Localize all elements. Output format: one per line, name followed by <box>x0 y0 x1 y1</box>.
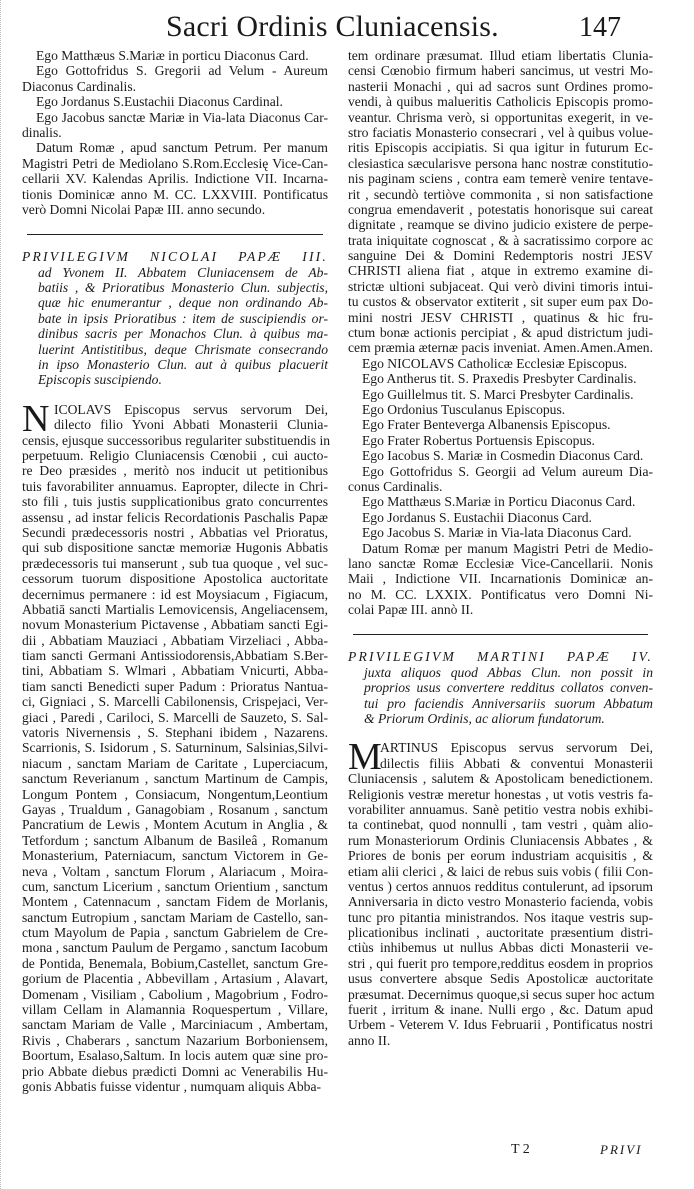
text-line: villam Cellam in Alamannia Roquespertum , Villare, <box>22 1002 328 1018</box>
text-line: cem præmia æternæ pacis inveniat. Amen.Amen.Amen. <box>348 340 653 356</box>
text-line: tionis Dominicæ anno M. CC. LXXVIII. Pontificatus <box>22 186 328 202</box>
left-column <box>22 48 331 1094</box>
text-line: Rivis , Chaberars , sanctum Nazarium Borboniensem, <box>22 1032 328 1048</box>
text-line: ad Yvonem II. Abbatem Cluniacensem de Ab- <box>38 264 328 280</box>
body-text-martini <box>348 736 655 1048</box>
text-line: decernimus permanere : id est Moysiacum , Figiacum, <box>22 586 328 602</box>
text-line: fuerit , irritum & inane. Nulli ergo , &c. Datum apud <box>348 1002 653 1018</box>
text-line: tunc pro pitantia ministrandos. Nos itaque vestris sup- <box>348 909 653 925</box>
text-line: dilectis filiis Abbati & conventui Monasterii <box>380 755 653 771</box>
drop-cap: M <box>348 736 382 779</box>
text-line: dilecto filio Yvoni Abbati Monasterii Clunia- <box>54 417 328 433</box>
text-line: neva , Voltam , sanctum Florum , Alariacum , Moira- <box>22 863 328 879</box>
privilegium-heading-martini <box>348 649 653 726</box>
page-number: 147 <box>579 12 621 43</box>
text-line: Ego Matthæus S.Mariæ in porticu Diaconus Card. <box>36 48 309 63</box>
text-line: Secundi prædecessoris nostri , Abbatias vel Prioratus, <box>22 524 328 540</box>
catchword: PRIVI <box>600 1142 643 1157</box>
text-line: & Priorum Ordinis, ac aliorum fundatorum. <box>364 711 605 727</box>
text-line: Ego Jacobus sanctæ Mariæ in Via-lata Diaconus Car- <box>36 109 328 125</box>
text-line: dii , Abbatiam Mauziaci , Abbatiam Virzeliaci , Abba- <box>22 632 328 648</box>
text-line: plicationibus inclinati , auctoritate præsentium distri- <box>348 925 653 941</box>
text-line: strictæ ultioni subjaceat. Qui verò divini timoris intui- <box>348 278 653 294</box>
text-line: Datum Romæ , apud sanctum Petrum. Per manum <box>36 140 328 156</box>
text-line: dinibus sacris per Monachos Clun. à quibus ma- <box>38 326 328 342</box>
text-line: in ipso Monasterio Clun. aut à quibus placuerit <box>38 357 328 373</box>
text-line: PRIVILEGIVM MARTINI PAPÆ IV. <box>348 649 653 665</box>
text-line: vorabiliter annuamus. Sanè petitio vestra nobis exhibi- <box>348 801 653 817</box>
text-line: censi Cœnobio firmum haberi sancimus, ut vestri Mo- <box>348 63 653 79</box>
text-line: congrua emendaverit , potestatis honorisque sui careat <box>348 201 653 217</box>
text-line: Cluniacensis , salutem & Apostolicam benedictionem. <box>348 771 653 787</box>
text-line: Gayas , Trualdum , Ganagobiam , Rosanum , sanctum <box>22 801 328 817</box>
text-line: tui pro faciendis Anniversariis suorum Abbatum <box>364 695 653 711</box>
text-line: cum, sanctum Licerium , sanctum Orientium , sanctum <box>22 878 328 894</box>
text-line: conus Cardinalis. <box>348 478 443 494</box>
page-header <box>0 10 694 50</box>
text-line: cellarii XV. Kalendas Aprilis. Indictione VII. Incarna- <box>22 171 328 187</box>
text-line: Monasterium, Paterniacum, sanctum Victorem in Ge- <box>22 848 328 864</box>
text-line: juxta aliquos quod Abbas Clun. non possit in <box>364 664 653 680</box>
text-line: ventus ) certos annuos redditus contulerunt, ad ipsorum <box>348 878 653 894</box>
text-line: Religionis vestræ meretur honestas , ut votis vestris fa- <box>348 786 653 802</box>
text-line: de Pontida, Benemala, Bobium,Castellet, sanctum Gre- <box>22 955 328 971</box>
text-line: nis paginam sciens , contra eam temerè venire tentave- <box>348 171 653 187</box>
text-line: tuis favorabiliter annuamus. Eapropter, dilecte in Chri- <box>22 478 328 494</box>
text-line: tini, Abbatiam S. Wlmari , Abbatiam Vnicurti, Abba- <box>22 663 328 679</box>
text-line: giaci , Paredi , Cariloci, S. Marcelli de Sauzeto, S. Sal- <box>22 709 328 725</box>
text-line: mini nostri JESV CHRISTI , quatinus & hic fru- <box>348 309 653 325</box>
text-line: vendi, à quibus malueritis Catholicis Episcopis promo- <box>348 94 653 110</box>
right-column <box>348 48 653 1048</box>
text-line: PRIVILEGIVM NICOLAI PAPÆ III. <box>22 249 328 265</box>
continuation-text <box>348 48 653 356</box>
text-line: anno II. <box>348 1032 391 1048</box>
text-line: censis, ejusque successoribus regulariter substituendis in <box>22 432 331 448</box>
text-line: Ego Ordonius Tusculanus Episcopus. <box>362 401 566 417</box>
text-line: Ego Antherus tit. S. Praxedis Presbyter Cardinalis. <box>362 371 637 387</box>
signatures-block-left <box>22 48 328 217</box>
text-line: Longum Pontem , Consiacum, Nongentum,Leontium <box>22 786 328 802</box>
text-line: gorium de Placentia , Abbevillam , Artasium , Alavart, <box>22 971 328 987</box>
text-line: Tetfordum ; sanctum Albanum de Basileâ , Romanum <box>22 832 328 848</box>
text-line: rit , secundò tertiòve commonita , si non satisfactione <box>348 186 653 202</box>
page-footer <box>0 1142 694 1162</box>
text-line: lano sanctæ Romæ Ecclesiæ Vice-Cancellarii. Nonis <box>348 555 653 571</box>
text-line: Abbatiā sancti Martialis Lemovicensis, Angeliacensem, <box>22 601 328 617</box>
text-line: nasterii Monachi , qui ad sacros sunt Ordines promo- <box>348 78 653 94</box>
text-line: ta continebat, quod nonnulli , tam vestri , quàm alio- <box>348 817 653 833</box>
text-line: Scarrionis, S. Isidorum , S. Saturninum, Salsinias,Silvi- <box>22 740 328 756</box>
text-line: Datum Romæ per manum Magistri Petri de Medio- <box>362 540 653 556</box>
text-line: ctum bonæ actionis percipiat , & apud districtum judi- <box>348 325 653 341</box>
text-line: perpetuum. Religio Cluniacensis Cœnobii , cui aucto- <box>22 447 328 463</box>
signature-mark: T 2 <box>511 1142 530 1157</box>
text-line: luerint Antistitibus, deque Chrismate consecrando <box>38 341 328 357</box>
text-line: prædecessoris tui manserunt , sub tua quoque , vel suc- <box>22 555 328 571</box>
text-line: verò Domni Nicolai Papæ III. anno secundo. <box>22 201 266 217</box>
text-line: Ego Frater Robertus Portuensis Episcopus. <box>362 432 595 448</box>
text-line: Ego Matthæus S.Mariæ in Porticu Diaconus Card. <box>362 494 636 510</box>
text-line: trata iniquitate cognoscat , & à sacratissimo corpore ac <box>348 232 653 248</box>
text-line: sanguine Dei & Domini Redemptoris nostri JESV <box>348 248 653 264</box>
text-line: novum Monasterium Pictavense , Abbatiam sancti Egi- <box>22 617 328 633</box>
text-line: vatoris Nivernensis , S. Stephani ibidem , Nazarens. <box>22 725 328 741</box>
text-line: Ego Frater Benteverga Albanensis Episcopus. <box>362 417 611 433</box>
text-line: Anniversaria in dicto vestro Monasterio facienda, vobis <box>348 894 653 910</box>
text-line: sanctum Eutropium , sanctam Mariam de Castello, san- <box>22 909 328 925</box>
text-line: clesiastica sæcularisve persona hanc nostræ constitutio- <box>348 155 653 171</box>
text-line: præsumat. Decernimus quoque,si secus super hoc actum <box>348 986 655 1002</box>
text-line: tem ordinare præsumat. Illud etiam libertatis Clunia- <box>348 48 653 63</box>
text-line: Pancratium de Lewis , Montem Acutum in Anglia , & <box>22 817 328 833</box>
text-line: Ego Iacobus S. Mariæ in Cosmedin Diaconus Card. <box>362 448 644 464</box>
text-line: Montem , Catennacum , sanctam Fidem de Morlanis, <box>22 894 328 910</box>
text-line: sanctam Mariam de Valle , Marciniacum , Ambertam, <box>22 1017 328 1033</box>
text-line: dinalis. <box>22 124 62 140</box>
text-line: Episcopis suscipiendo. <box>38 372 162 388</box>
text-line: ctum Mayolum de Papia , sanctum Gabrielem de Cre- <box>22 925 328 941</box>
text-line: etiam alii clerici , & laici de rebus suis vobis ( filii Con- <box>348 863 653 879</box>
text-line: ritis Episcopis accipiatis. Si qua igitur in futurum Ec- <box>348 140 653 156</box>
text-line: colai Papæ III. annò II. <box>348 602 474 618</box>
section-rule <box>353 634 648 635</box>
signatures-block-right <box>348 356 653 618</box>
text-line: ARTINUS Episcopus servus servorum Dei, <box>380 740 653 756</box>
text-line: Ego Gottofridus S. Gregorii ad Velum - Aureum <box>36 63 328 79</box>
text-line: Urbem - Veterem V. Idus Februarii , Pontificatus nostri <box>348 1017 653 1033</box>
running-title: Sacri Ordinis Cluniacensis. <box>166 10 499 43</box>
text-line: Ego Jordanus S.Eustachii Diaconus Cardinal. <box>36 94 283 110</box>
text-line: prio Abbate diebus prædicti Domni ac Venerabilis Hu- <box>22 1063 328 1079</box>
text-line: Ego Jacobus S. Mariæ in Via-lata Diaconus Card. <box>362 525 632 541</box>
text-line: Ego Gottofridus S. Georgii ad Velum aureum Dia- <box>362 463 653 479</box>
text-line: veantur. Chrisma verò, si opportunitas exegerit, in ve- <box>348 109 653 125</box>
text-line: cessorum tuorum dispositione Apostolica auctoritate <box>22 571 328 587</box>
text-line: batiis , & Prioratibus Monasterio Clun. subjectis, <box>38 280 328 296</box>
text-line: Ego Guillelmus tit. S. Marci Presbyter Cardinalis. <box>362 386 634 402</box>
text-line: rum Monasteriorum Ordinis Cluniacensis Abbates , & <box>348 832 653 848</box>
text-line: Ego NICOLAVS Catholicæ Ecclesiæ Episcopus. <box>362 355 628 371</box>
text-line: re Deo præsides , meritò nos inducit ut petitionibus <box>22 463 328 479</box>
text-line: mona , sanctum Paulum de Pergamo , sanctum Iacobum <box>22 940 328 956</box>
text-line: tiam sancti Benedicti super Padum : Prioratus Nantua- <box>22 678 328 694</box>
text-line: ctiùs inhibemus ut nullus Abbas dicti Monasterii ve- <box>348 940 653 956</box>
text-line: sto fili , tuis justis supplicationibus grato concurrentes <box>22 494 328 510</box>
text-line: Magistri Petri de Mediolano S.Rom.Ecclesię Vice-Can- <box>22 155 328 171</box>
section-rule <box>27 234 323 235</box>
text-line: tiam sancti Germani Antissiodorensis,Abbatiam S.Ber- <box>22 648 328 664</box>
text-line: ci, Gigniaci , S. Marcelli Cabilonensis, Crispejaci, Ver- <box>22 694 328 710</box>
drop-cap: N <box>22 397 50 440</box>
text-line: proprios usus convertere redditus collatos conven- <box>364 680 653 696</box>
text-line: CHRISTI aliena fiat , atque in extremo examine di- <box>348 263 653 279</box>
text-line: Diaconus Cardinalis. <box>22 78 137 94</box>
text-line: assensu , ad instar felicis Recordationis Paschalis Papæ <box>22 509 328 525</box>
text-line: sanctum Reverianum , sanctum Martinum de Campis, <box>22 771 328 787</box>
text-line: Boortum, Esalaso,Saltum. In locis autem quæ sine pro- <box>22 1048 328 1064</box>
text-line: usus convertere absque Sedis Apostolicæ auctoritate <box>348 971 653 987</box>
text-line: Priores de bonis per eorum industriam acquisitis , & <box>348 848 653 864</box>
privilegium-heading-nicolai <box>22 249 328 388</box>
text-line: stro faciatis Monasterio consecrari , vel à quibus volue- <box>348 124 653 140</box>
text-line: bate in ipsis Prioratibus : item de suscipiendis or- <box>38 310 328 326</box>
text-line: niacum , sanctam Mariam de Caritate , Luperciacum, <box>22 755 328 771</box>
text-line: Domenam , Visiliam , Cabolium , Magobrium , Fodro- <box>22 986 328 1002</box>
body-text-nicolai <box>22 397 331 1095</box>
text-line: tu custos & observator extiterit , sit super eum pax Do- <box>348 294 653 310</box>
text-line: no M. CC. LXXIX. Pontificatus vero Domni Ni- <box>348 586 653 602</box>
text-line: ICOLAVS Episcopus servus servorum Dei, <box>54 401 328 417</box>
text-line: gonis Abbatis fuisse videntur , numquam aliquis Abba- <box>22 1079 322 1094</box>
text-line: qui sub dispositione sanctæ memoriæ Hugonis Abbatis <box>22 540 328 556</box>
page-edge <box>0 0 4 1189</box>
text-line: Ego Jordanus S. Eustachii Diaconus Card. <box>362 509 592 525</box>
text-line: quæ hic enumerantur , deque non ordinando Ab- <box>38 295 328 311</box>
text-line: stri , qui fuerit pro tempore,redditus eosdem in proprios <box>348 955 653 971</box>
text-line: Maii , Indictione VII. Incarnationis Dominicæ an- <box>348 571 653 587</box>
text-line: dignitate , reamque se divino judicio existere de perpe- <box>348 217 653 233</box>
